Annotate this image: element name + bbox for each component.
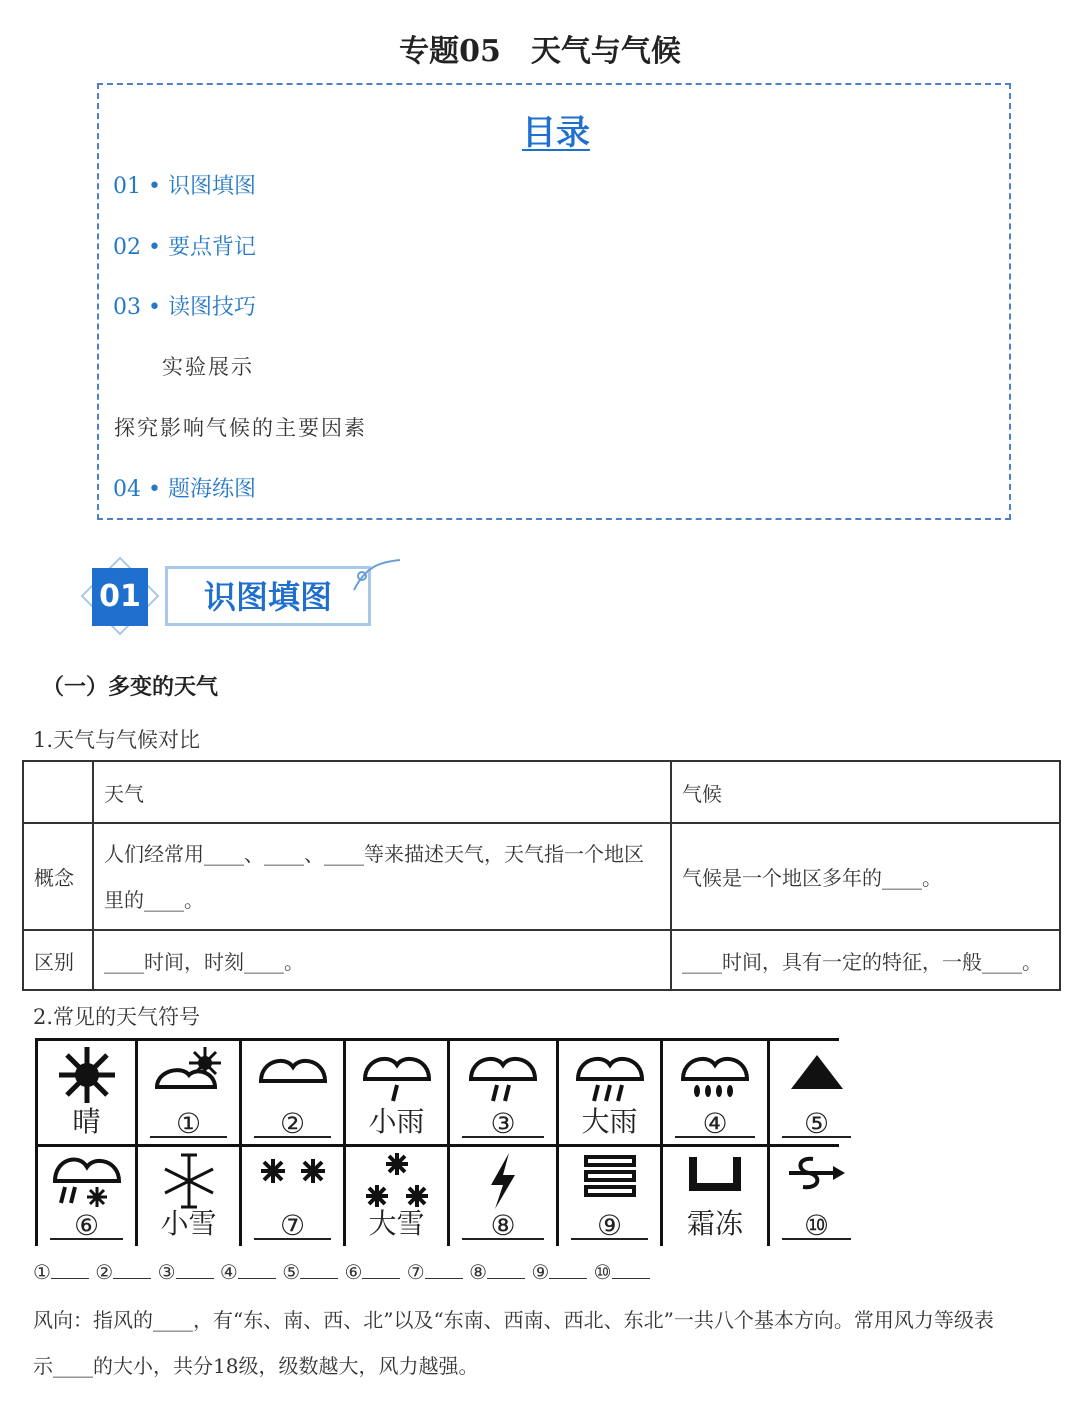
answer-blank[interactable] (487, 1277, 525, 1279)
toc-heading: 目录 (522, 113, 590, 153)
answer-blank[interactable] (362, 1277, 400, 1279)
hail-triangle-icon (787, 1045, 847, 1095)
table-cell[interactable]: ____时间，时刻____。 (93, 930, 671, 990)
answer-blank[interactable] (238, 1277, 276, 1279)
symbol-light-snow (138, 1147, 239, 1246)
page-title: 专题05 天气与气候 (399, 34, 681, 69)
symbol-blank-5 (770, 1041, 863, 1144)
answer-number: ⑨ (531, 1260, 550, 1284)
table-row (23, 823, 1060, 930)
subsection-heading: （一）多变的天气 (42, 674, 219, 700)
lightning-icon (483, 1151, 523, 1211)
symbol-label: 大雪 (368, 1207, 425, 1240)
answer-underline (254, 1238, 331, 1240)
toc-item-4[interactable]: 04 • 题海练图 (113, 477, 256, 502)
symbol-label: ② (279, 1107, 306, 1140)
moderate-snow-icon (253, 1151, 333, 1191)
table-header-cell: 气候 (671, 761, 1060, 823)
question-1-title: 1.天气与气候对比 (33, 728, 201, 752)
answer-blank[interactable] (51, 1277, 89, 1279)
answer-blank[interactable] (176, 1277, 214, 1279)
table-cell[interactable]: ____时间，具有一定的特征，一般____。 (671, 930, 1060, 990)
answer-blank[interactable] (425, 1277, 463, 1279)
symbol-heavy-rain (559, 1041, 660, 1144)
symbol-blank-8 (450, 1147, 556, 1246)
answer-underline (782, 1238, 851, 1240)
symbol-label: ③ (490, 1107, 516, 1140)
sleet-icon (49, 1151, 125, 1211)
symbol-label: 大雨 (581, 1105, 638, 1138)
table-of-contents (97, 83, 1011, 520)
sun-icon (52, 1045, 122, 1105)
answer-blank[interactable] (300, 1277, 338, 1279)
answer-number: ③ (157, 1260, 176, 1284)
symbol-frost (663, 1147, 767, 1246)
comparison-table (22, 760, 1061, 991)
symbol-label: ⑥ (73, 1209, 100, 1242)
table-cell[interactable]: 人们经常用____、____、____等来描述天气，天气指一个地区里的____。 (93, 823, 671, 930)
symbol-blank-9 (559, 1147, 660, 1246)
answer-underline (782, 1136, 851, 1138)
frost-icon (685, 1151, 745, 1195)
answer-underline (150, 1136, 227, 1138)
symbol-blank-7 (242, 1147, 343, 1246)
answer-underline (254, 1136, 331, 1138)
section-label-box (165, 566, 371, 626)
symbol-label: ⑤ (803, 1107, 830, 1140)
answer-blank[interactable] (113, 1277, 151, 1279)
answer-number: ④ (219, 1260, 238, 1284)
answer-underline (462, 1136, 544, 1138)
symbol-heavy-snow (346, 1147, 447, 1246)
symbol-label: 晴 (72, 1105, 101, 1138)
symbol-light-rain (346, 1041, 447, 1144)
heavy-rain-icon (572, 1045, 648, 1105)
table-header-cell: 天气 (93, 761, 671, 823)
symbol-blank-1 (138, 1041, 239, 1144)
symbol-label: ⑧ (490, 1209, 516, 1242)
symbol-label: ① (175, 1107, 202, 1140)
toc-item-sub-experiment[interactable]: 实验展示 (162, 355, 254, 379)
moderate-rain-icon (465, 1045, 541, 1105)
symbol-blank-3 (450, 1041, 556, 1144)
rainstorm-icon (677, 1045, 753, 1105)
answer-number: ⑩ (593, 1260, 612, 1284)
answer-number: ⑦ (406, 1260, 425, 1284)
symbol-label: ⑦ (279, 1209, 306, 1242)
ribbon-icon (350, 556, 406, 596)
section-number-badge: 01 (92, 568, 148, 626)
answer-blank[interactable] (612, 1277, 650, 1279)
answer-blanks-line (33, 1260, 650, 1284)
wind-paragraph-line-1: 风向：指风的____，有“东、南、西、北”以及“东南、西南、西北、东北”一共八个基本方向。常用风力等级表 (33, 1308, 994, 1332)
weather-symbol-grid (35, 1038, 839, 1246)
cloudy-icon (255, 1045, 331, 1089)
answer-underline (675, 1136, 755, 1138)
question-2-title: 2.常见的天气符号 (33, 1005, 201, 1029)
table-header-cell (23, 761, 93, 823)
answer-underline (50, 1238, 123, 1240)
symbol-blank-4 (663, 1041, 767, 1144)
symbol-label: ④ (702, 1107, 728, 1140)
symbol-label: ⑩ (803, 1209, 830, 1242)
symbol-blank-10 (770, 1147, 863, 1246)
answer-number: ① (33, 1260, 51, 1284)
answer-underline (462, 1238, 544, 1240)
symbol-label: 小雨 (368, 1105, 425, 1138)
section-label: 识图填图 (203, 578, 332, 616)
fog-icon (580, 1151, 640, 1201)
answer-number: ⑤ (282, 1260, 301, 1284)
symbol-sunny (38, 1041, 135, 1144)
dust-storm-icon (785, 1151, 849, 1195)
symbol-label: 霜冻 (686, 1207, 743, 1240)
table-row (23, 930, 1060, 990)
answer-number: ⑧ (469, 1260, 488, 1284)
toc-item-3[interactable]: 03 • 读图技巧 (113, 295, 256, 320)
answer-blank[interactable] (549, 1277, 587, 1279)
table-header-row (23, 761, 1060, 823)
symbol-blank-6 (38, 1147, 135, 1246)
symbol-label: 小雪 (160, 1207, 217, 1240)
toc-item-2[interactable]: 02 • 要点背记 (113, 235, 256, 260)
light-rain-icon (359, 1045, 435, 1105)
symbol-label: ⑨ (596, 1209, 623, 1242)
toc-item-sub-climate-factors[interactable]: 探究影响气候的主要因素 (114, 416, 367, 440)
answer-number: ⑥ (344, 1260, 363, 1284)
symbol-blank-2 (242, 1041, 343, 1144)
partly-cloudy-icon (151, 1045, 227, 1101)
wind-paragraph-line-2: 示____的大小，共分18级，级数越大，风力越强。 (33, 1354, 479, 1378)
toc-item-1[interactable]: 01 • 识图填图 (113, 174, 256, 199)
answer-underline (571, 1238, 648, 1240)
table-cell: 区别 (23, 930, 93, 990)
answer-number: ② (95, 1260, 114, 1284)
table-cell: 概念 (23, 823, 93, 930)
table-cell[interactable]: 气候是一个地区多年的____。 (671, 823, 1060, 930)
